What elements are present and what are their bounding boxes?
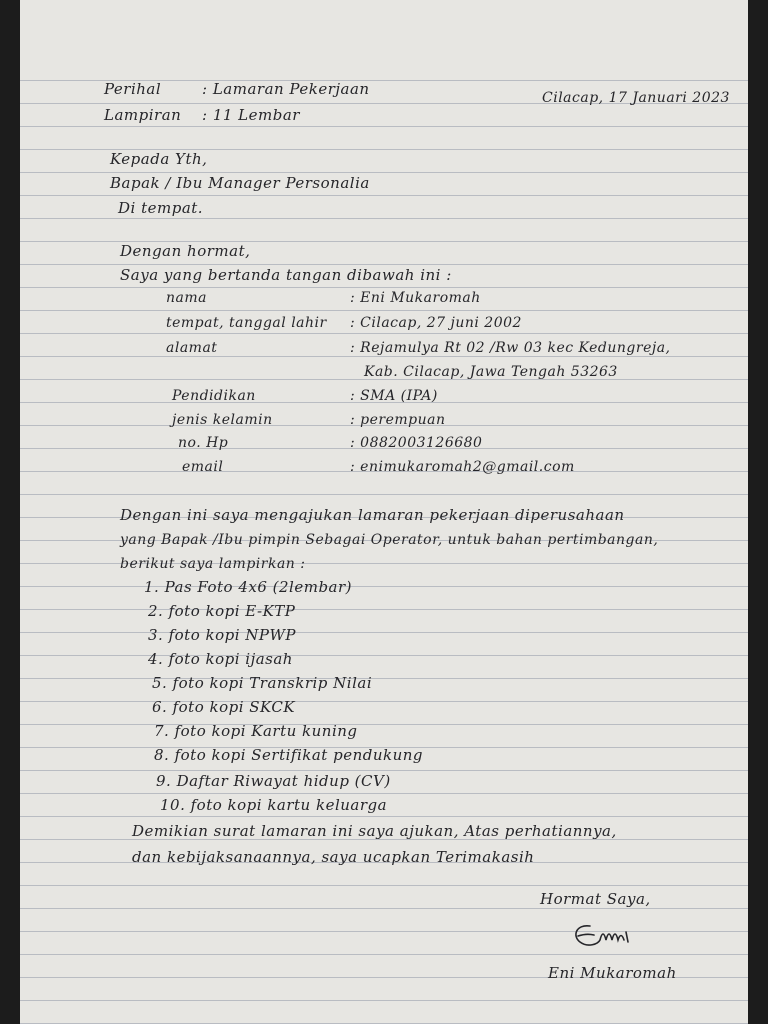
closing-line: Demikian surat lamaran ini saya ajukan, Atas perhatiannya, bbox=[132, 822, 617, 840]
lampiran-value: : 11 Lembar bbox=[202, 106, 300, 124]
attachment-item: 7. foto kopi Kartu kuning bbox=[154, 722, 358, 740]
attachment-item: 3. foto kopi NPWP bbox=[148, 626, 297, 644]
data-value: Kab. Cilacap, Jawa Tengah 53263 bbox=[364, 364, 618, 380]
attachment-item: 10. foto kopi kartu keluarga bbox=[160, 796, 388, 814]
signature-name: Eni Mukaromah bbox=[548, 964, 677, 982]
body-line: berikut saya lampirkan : bbox=[120, 556, 306, 572]
body-line: yang Bapak /Ibu pimpin Sebagai Operator, untuk bahan pertimbangan, bbox=[120, 532, 659, 548]
signature-greeting: Hormat Saya, bbox=[540, 890, 651, 908]
data-label: Pendidikan bbox=[172, 388, 256, 404]
salutation: Dengan hormat, bbox=[120, 242, 251, 260]
body-line: Dengan ini saya mengajukan lamaran pekerjaan diperusahaan bbox=[120, 506, 625, 524]
perihal-label: Perihal bbox=[104, 80, 162, 98]
data-value: : perempuan bbox=[350, 412, 446, 428]
place-date: Cilacap, 17 Januari 2023 bbox=[542, 90, 730, 106]
attachment-item: 9. Daftar Riwayat hidup (CV) bbox=[156, 772, 391, 790]
attachment-item: 1. Pas Foto 4x6 (2lembar) bbox=[144, 578, 353, 596]
data-value: : Eni Mukaromah bbox=[350, 290, 481, 306]
intro-line: Saya yang bertanda tangan dibawah ini : bbox=[120, 266, 452, 284]
data-value: : 0882003126680 bbox=[350, 435, 483, 451]
data-label: no. Hp bbox=[178, 435, 229, 451]
data-label: jenis kelamin bbox=[172, 412, 273, 428]
data-value: : SMA (IPA) bbox=[350, 388, 438, 404]
recipient-line: Kepada Yth, bbox=[110, 150, 208, 168]
data-label: tempat, tanggal lahir bbox=[166, 315, 327, 331]
data-label: email bbox=[182, 459, 224, 475]
data-value: : Cilacap, 27 juni 2002 bbox=[350, 315, 522, 331]
attachment-item: 4. foto kopi ijasah bbox=[148, 650, 293, 668]
closing-line: dan kebijaksanaannya, saya ucapkan Terimakasih bbox=[132, 848, 535, 866]
perihal-value: : Lamaran Pekerjaan bbox=[202, 80, 370, 98]
attachment-item: 2. foto kopi E-KTP bbox=[148, 602, 296, 620]
lampiran-label: Lampiran bbox=[104, 106, 182, 124]
data-value: : Rejamulya Rt 02 /Rw 03 kec Kedungreja, bbox=[350, 340, 671, 356]
recipient-line: Bapak / Ibu Manager Personalia bbox=[110, 174, 370, 192]
data-label: alamat bbox=[166, 340, 218, 356]
attachment-item: 5. foto kopi Transkrip Nilai bbox=[152, 674, 373, 692]
data-label: nama bbox=[166, 290, 207, 306]
attachment-item: 6. foto kopi SKCK bbox=[152, 698, 296, 716]
lined-paper bbox=[20, 0, 748, 1024]
data-value: : enimukaromah2@gmail.com bbox=[350, 459, 575, 475]
attachment-item: 8. foto kopi Sertifikat pendukung bbox=[154, 746, 424, 764]
handwritten-signature bbox=[568, 918, 648, 958]
recipient-line: Di tempat. bbox=[118, 199, 204, 217]
